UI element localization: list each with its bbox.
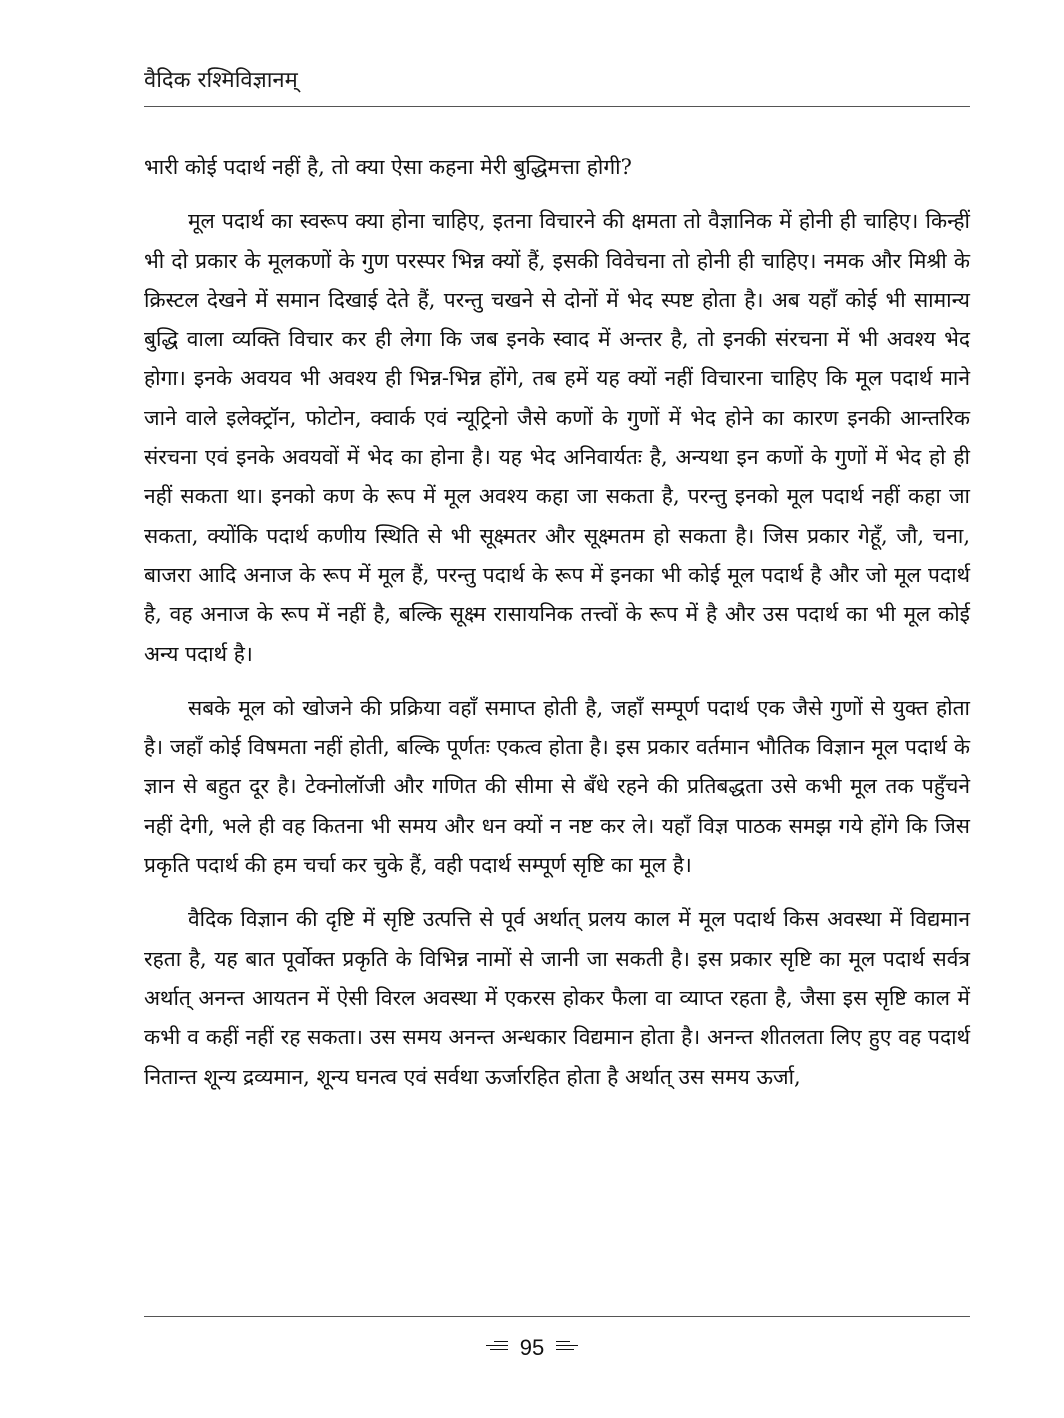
- page-number: 95: [519, 1335, 545, 1361]
- page-number-right-ornament: [556, 1341, 578, 1353]
- running-header-title: वैदिक रश्मिविज्ञानम्: [144, 68, 298, 93]
- page-number-left-ornament: [486, 1341, 508, 1353]
- paragraph: मूल पदार्थ का स्वरूप क्या होना चाहिए, इतना विचारने की क्षमता तो वैज्ञानिक में होनी ही चाहिए। किन्हीं भी दो प्रकार के मूलकणों के गुण परस्पर भिन्न क्यों हैं, इसकी विवेचना तो होनी ही चाहिए। नमक और मिश्री के क्रिस्टल देखने में समान दिखाई देते हैं, परन्तु चखने से दोनों में भेद स्पष्ट होता है। अब यहाँ कोई भी सामान्य बुद्धि वाला व्यक्ति विचार कर ही लेगा कि जब इनके स्वाद में अन्तर है, तो इनकी संरचना में भी अवश्य भेद होगा। इनके अवयव भी अवश्य ही भिन्न-भिन्न होंगे, तब हमें यह क्यों नहीं विचारना चाहिए कि मूल पदार्थ माने जाने वाले इलेक्ट्रॉन, फोटोन, क्वार्क एवं न्यूट्रिनो जैसे कणों के गुणों में भेद होने का कारण इनकी आन्तरिक संरचना एवं इनके अवयवों में भेद का होना है। यह भेद अनिवार्यतः है, अन्यथा इन कणों के गुणों में भेद हो ही नहीं सकता था। इनको कण के रूप में मूल अवश्य कहा जा सकता है, परन्तु इनको मूल पदार्थ नहीं कहा जा सकता, क्योंकि पदार्थ कणीय स्थिति से भी सूक्ष्मतर और सूक्ष्मतम हो सकता है। जिस प्रकार गेहूँ, जौ, चना, बाजरा आदि अनाज के रूप में मूल हैं, परन्तु पदार्थ के रूप में इनका भी कोई मूल पदार्थ है और जो मूल पदार्थ है, वह अनाज के रूप में नहीं है, बल्कि सूक्ष्म रासायनिक तत्त्वों के रूप में है और उस पदार्थ का भी मूल कोई अन्य पदार्थ है।: [144, 209, 970, 666]
- footer-divider: [144, 1316, 970, 1317]
- paragraph: वैदिक विज्ञान की दृष्टि में सृष्टि उत्पत्ति से पूर्व अर्थात् प्रलय काल में मूल पदार्थ किस अवस्था में विद्यमान रहता है, यह बात पूर्वोक्त प्रकृति के विभिन्न नामों से जानी जा सकती है। इस प्रकार सृष्टि का मूल पदार्थ सर्वत्र अर्थात् अनन्त आयतन में ऐसी विरल अवस्था में एकरस होकर फैला वा व्याप्त रहता है, जैसा इस सृष्टि काल में कभी व कहीं नहीं रह सकता। उस समय अनन्त अन्धकार विद्यमान होता है। अनन्त शीतलता लिए हुए वह पदार्थ नितान्त शून्य द्रव्यमान, शून्य घनत्व एवं सर्वथा ऊर्जारहित होता है अर्थात् उस समय ऊर्जा,: [144, 907, 970, 1089]
- paragraph-continuation: भारी कोई पदार्थ नहीं है, तो क्या ऐसा कहना मेरी बुद्धिमत्ता होगी?: [144, 155, 632, 179]
- paragraph: सबके मूल को खोजने की प्रक्रिया वहाँ समाप्त होती है, जहाँ सम्पूर्ण पदार्थ एक जैसे गुणों से युक्त होता है। जहाँ कोई विषमता नहीं होती, बल्कि पूर्णतः एकत्व होता है। इस प्रकार वर्तमान भौतिक विज्ञान मूल पदार्थ के ज्ञान से बहुत दूर है। टेक्नोलॉजी और गणित की सीमा से बँधे रहने की प्रतिबद्धता उसे कभी मूल तक पहुँचने नहीं देगी, भले ही वह कितना भी समय और धन क्यों न नष्ट कर ले। यहाँ विज्ञ पाठक समझ गये होंगे कि जिस प्रकृति पदार्थ की हम चर्चा कर चुके हैं, वही पदार्थ सम्पूर्ण सृष्टि का मूल है।: [144, 695, 970, 878]
- header-divider: [144, 106, 970, 107]
- body-text: [144, 148, 970, 1097]
- page-footer: [0, 1333, 1064, 1362]
